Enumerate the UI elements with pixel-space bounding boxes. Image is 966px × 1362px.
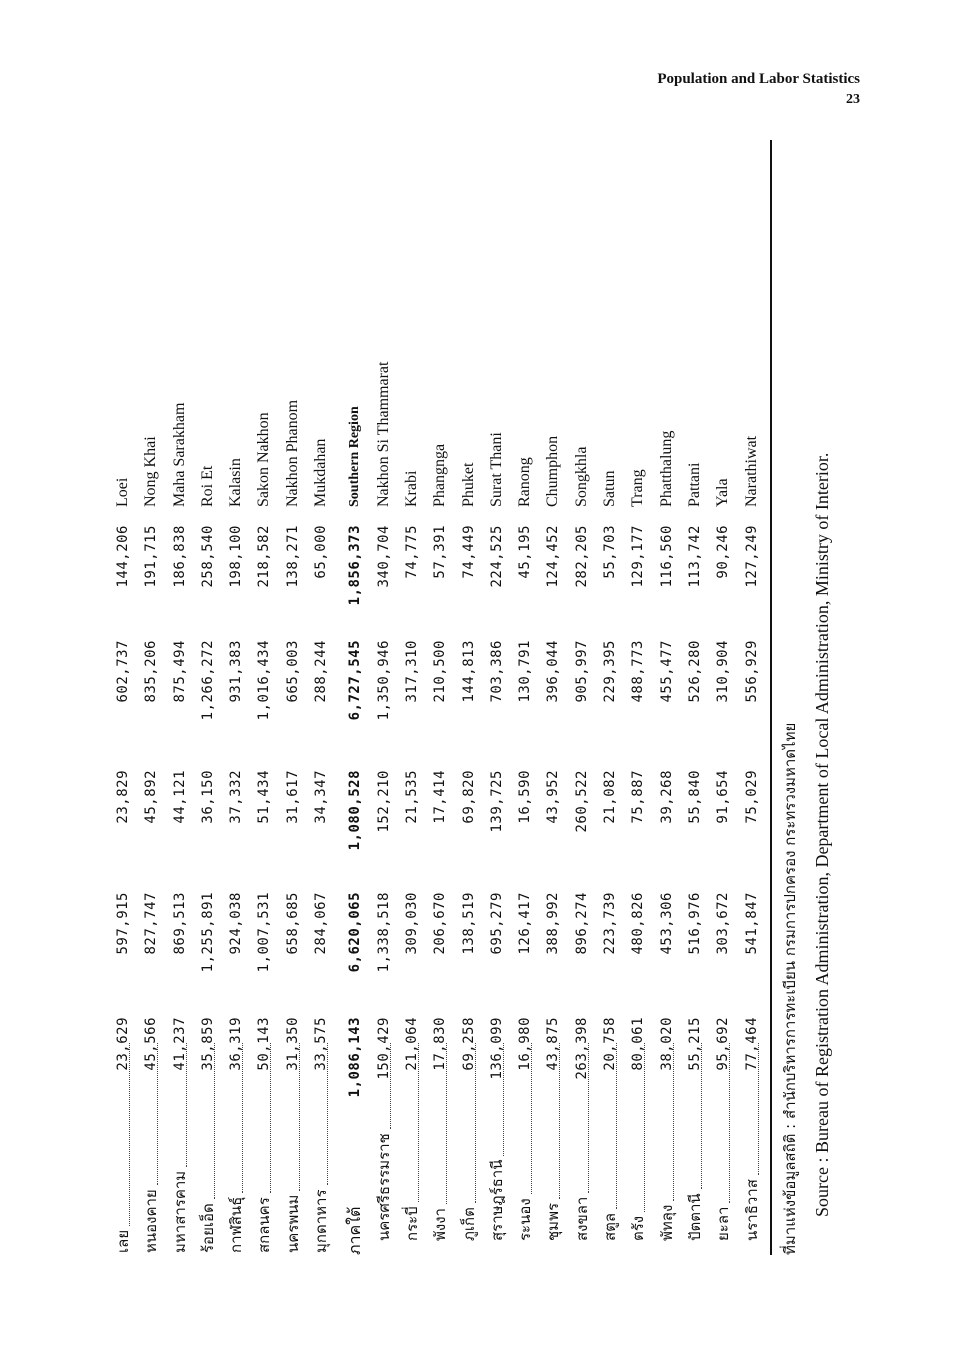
table-row [485,140,513,1255]
cell-c3: 75,887 [630,770,647,824]
cell-c4: 1,016,434 [256,640,273,721]
province-name-english: Narathiwat [742,435,760,507]
cell-c4: 144,813 [460,640,477,703]
cell-c4: 396,044 [545,640,562,703]
cell-c5: 191,715 [143,525,160,588]
province-name-thai: นราธิวาส [742,1179,761,1241]
cell-c5: 340,704 [375,525,392,588]
cell-c3: 260,522 [573,770,590,833]
cell-c4: 288,244 [313,640,330,703]
cell-c2: 138,519 [460,892,477,955]
cell-c1: 31,350 [284,1017,301,1071]
cell-c2: 516,976 [686,892,703,955]
cell-c1: 41,237 [171,1017,188,1071]
province-name-thai: เลย [114,1229,132,1253]
cell-c2: 597,915 [115,892,131,955]
cell-c4: 6,727,545 [347,640,364,721]
cell-c4: 1,350,946 [375,640,392,721]
cell-c2: 223,739 [602,892,619,955]
table-row [626,140,654,1255]
province-name-english: Pattani [685,462,703,507]
cell-c4: 1,266,272 [199,640,216,721]
province-name-english: Surat Thani [487,432,505,507]
province-name-thai: ภาคใต้ [345,1206,365,1255]
cell-c4: 310,904 [715,640,732,703]
cell-c5: 282,205 [573,525,590,588]
cell-c5: 65,000 [313,525,330,579]
cell-c5: 55,703 [602,525,619,579]
cell-c4: 602,737 [115,640,131,703]
province-name-thai: ปัตตานี [685,1193,704,1241]
cell-c4: 526,280 [686,640,703,703]
cell-c1: 21,064 [403,1017,420,1071]
cell-c3: 43,952 [545,770,562,824]
province-name-english: Satun [601,470,619,507]
province-name-english: Phatthalung [657,430,675,507]
table-row [139,140,167,1255]
cell-c4: 488,773 [630,640,647,703]
province-name-english: Nakhon Phanom [283,399,301,507]
province-name-english: Nakhon Si Thammarat [374,361,392,507]
province-name-english: Songkhla [572,446,590,507]
province-name-english: Chumphon [544,435,562,507]
cell-c3: 17,414 [432,770,449,824]
cell-c2: 303,672 [715,892,732,955]
province-name-thai: หนองคาย [142,1189,161,1253]
cell-c3: 31,617 [284,770,301,824]
cell-c2: 924,038 [228,892,245,955]
cell-c1: 16,980 [517,1017,534,1071]
province-name-english: Phuket [459,462,477,507]
table-row [252,140,280,1255]
province-name-english: Sakon Nakhon [255,412,273,507]
cell-c2: 658,685 [284,892,301,955]
province-name-thai: ชุมพร [544,1202,563,1241]
province-name-english: Roi Et [198,465,216,507]
cell-c3: 44,121 [171,770,188,824]
cell-c3: 45,892 [143,770,160,824]
cell-c1: 136,099 [488,1017,505,1080]
cell-c1: 20,758 [602,1017,619,1071]
province-name-english: Kalasin [227,458,245,507]
cell-c1: 95,692 [715,1017,732,1071]
cell-c2: 827,747 [143,892,160,955]
population-table [111,140,768,1255]
table-row [457,140,485,1255]
cell-c1: 150,429 [375,1017,392,1080]
province-name-english: Krabi [402,470,420,507]
province-name-thai: ร้อยเอ็ด [198,1203,217,1253]
province-name-thai: ยะลา [714,1206,733,1241]
table-row [168,140,196,1255]
province-name-thai: สกลนคร [255,1197,274,1253]
cell-c5: 258,540 [199,525,216,588]
cell-c2: 206,670 [432,892,449,955]
province-name-thai: มุกดาหาร [312,1189,331,1253]
cell-c5: 57,391 [432,525,449,579]
cell-c5: 224,525 [488,525,505,588]
cell-c3: 1,080,528 [347,770,364,851]
province-name-thai: สงขลา [572,1196,591,1241]
cell-c1: 50,143 [256,1017,273,1071]
province-name-thai: มหาสารคาม [170,1170,189,1253]
cell-c1: 17,830 [432,1017,449,1071]
table-row [711,140,739,1255]
province-name-english: Nong Khai [142,436,160,507]
cell-c5: 198,100 [228,525,245,588]
table-row [400,140,428,1255]
cell-c5: 129,177 [630,525,647,588]
province-name-english: Yala [714,478,732,507]
cell-c5: 218,582 [256,525,273,588]
cell-c2: 453,306 [658,892,675,955]
table-row [570,140,598,1255]
cell-c4: 703,386 [488,640,505,703]
table-bottom-rule [770,140,772,1255]
cell-c2: 1,007,531 [256,892,273,973]
cell-c2: 480,826 [630,892,647,955]
cell-c5: 186,838 [171,525,188,588]
cell-c1: 77,464 [743,1017,760,1071]
cell-c2: 869,513 [171,892,188,955]
cell-c4: 455,477 [658,640,675,703]
cell-c1: 55,215 [686,1017,703,1071]
cell-c3: 21,082 [602,770,619,824]
cell-c3: 55,840 [686,770,703,824]
cell-c5: 116,560 [658,525,675,588]
province-name-thai: สุราษฎร์ธานี [487,1159,506,1241]
page-number: 23 [846,92,860,107]
section-title: Population and Labor Statistics [657,71,860,87]
province-name-thai: ภูเก็ต [459,1207,478,1241]
cell-c2: 1,338,518 [375,892,392,973]
province-name-thai: กระบี่ [402,1206,421,1241]
source-note-english: Source : Bureau of Registration Administration, Department of Local Administration, Ministry of Interior. [812,452,832,1217]
cell-c5: 138,271 [284,525,301,588]
province-name-thai: พัทลุง [657,1204,676,1241]
cell-c4: 931,383 [228,640,245,703]
province-name-thai: นครพนม [283,1194,302,1253]
cell-c5: 1,856,373 [347,525,364,606]
cell-c5: 74,775 [403,525,420,579]
cell-c4: 317,310 [403,640,420,703]
cell-c1: 23,629 [115,1017,131,1071]
cell-c3: 21,535 [403,770,420,824]
cell-c1: 33,575 [313,1017,330,1071]
cell-c3: 16,590 [517,770,534,824]
cell-c4: 875,494 [171,640,188,703]
cell-c5: 74,449 [460,525,477,579]
cell-c5: 127,249 [743,525,760,588]
table-row [740,140,768,1255]
province-name-english: Southern Region [347,406,363,507]
cell-c1: 263,398 [573,1017,590,1080]
province-name-english: Phangnga [431,443,449,507]
cell-c5: 124,452 [545,525,562,588]
cell-c4: 229,395 [602,640,619,703]
cell-c3: 34,347 [313,770,330,824]
table-row [372,140,400,1255]
cell-c1: 1,086,143 [347,1017,364,1098]
cell-c2: 388,992 [545,892,562,955]
cell-c2: 126,417 [517,892,534,955]
cell-c3: 69,820 [460,770,477,824]
province-name-thai: สตูล [601,1212,620,1241]
province-name-thai: ระนอง [516,1198,535,1241]
table-row [598,140,626,1255]
cell-c1: 36,319 [228,1017,245,1071]
table-row [281,140,309,1255]
cell-c4: 905,997 [573,640,590,703]
cell-c2: 896,274 [573,892,590,955]
cell-c1: 43,875 [545,1017,562,1071]
province-name-thai: นครศรีธรรมราช [374,1133,393,1241]
cell-c4: 665,003 [284,640,301,703]
cell-c5: 45,195 [517,525,534,579]
source-note-thai: ที่มาแห่งข้อมูลสถิติ : สำนักบริหารการทะเบียน กรมการปกครอง กระทรวงมหาดไทย [781,722,799,1255]
cell-c3: 91,654 [715,770,732,824]
region-row [343,140,371,1255]
province-name-english: Mukdahan [312,438,330,507]
cell-c5: 90,246 [715,525,732,579]
cell-c1: 80,061 [630,1017,647,1071]
table-row [196,140,224,1255]
province-name-english: Ranong [516,457,534,507]
cell-c3: 152,210 [375,770,392,833]
cell-c1: 69,258 [460,1017,477,1071]
table-row [224,140,252,1255]
cell-c2: 541,847 [743,892,760,955]
cell-c3: 75,029 [743,770,760,824]
cell-c5: 144,206 [115,525,131,588]
cell-c2: 284,067 [313,892,330,955]
cell-c3: 37,332 [228,770,245,824]
cell-c3: 23,829 [115,770,131,824]
cell-c2: 6,620,065 [347,892,364,973]
province-name-thai: พังงา [431,1208,450,1241]
cell-c3: 36,150 [199,770,216,824]
province-name-english: Trang [629,469,647,507]
cell-c5: 113,742 [686,525,703,588]
cell-c2: 695,279 [488,892,505,955]
cell-c4: 556,929 [743,640,760,703]
cell-c3: 39,268 [658,770,675,824]
province-name-thai: กาฬสินธุ์ [227,1196,246,1253]
cell-c4: 835,206 [143,640,160,703]
rotated-table-page [98,135,848,1255]
table-row [428,140,456,1255]
cell-c1: 45,566 [143,1017,160,1071]
cell-c3: 139,725 [488,770,505,833]
table-row [683,140,711,1255]
cell-c1: 38,020 [658,1017,675,1071]
cell-c4: 210,500 [432,640,449,703]
table-row [309,140,337,1255]
province-name-english: Loei [114,477,131,507]
table-row [541,140,569,1255]
cell-c2: 1,255,891 [199,892,216,973]
table-row [111,140,139,1255]
cell-c4: 130,791 [517,640,534,703]
cell-c2: 309,030 [403,892,420,955]
cell-c1: 35,859 [199,1017,216,1071]
page-header [657,70,860,109]
cell-c3: 51,434 [256,770,273,824]
province-name-thai: ตรัง [629,1215,648,1241]
table-row [655,140,683,1255]
province-name-english: Maha Sarakham [170,402,188,507]
table-row [513,140,541,1255]
